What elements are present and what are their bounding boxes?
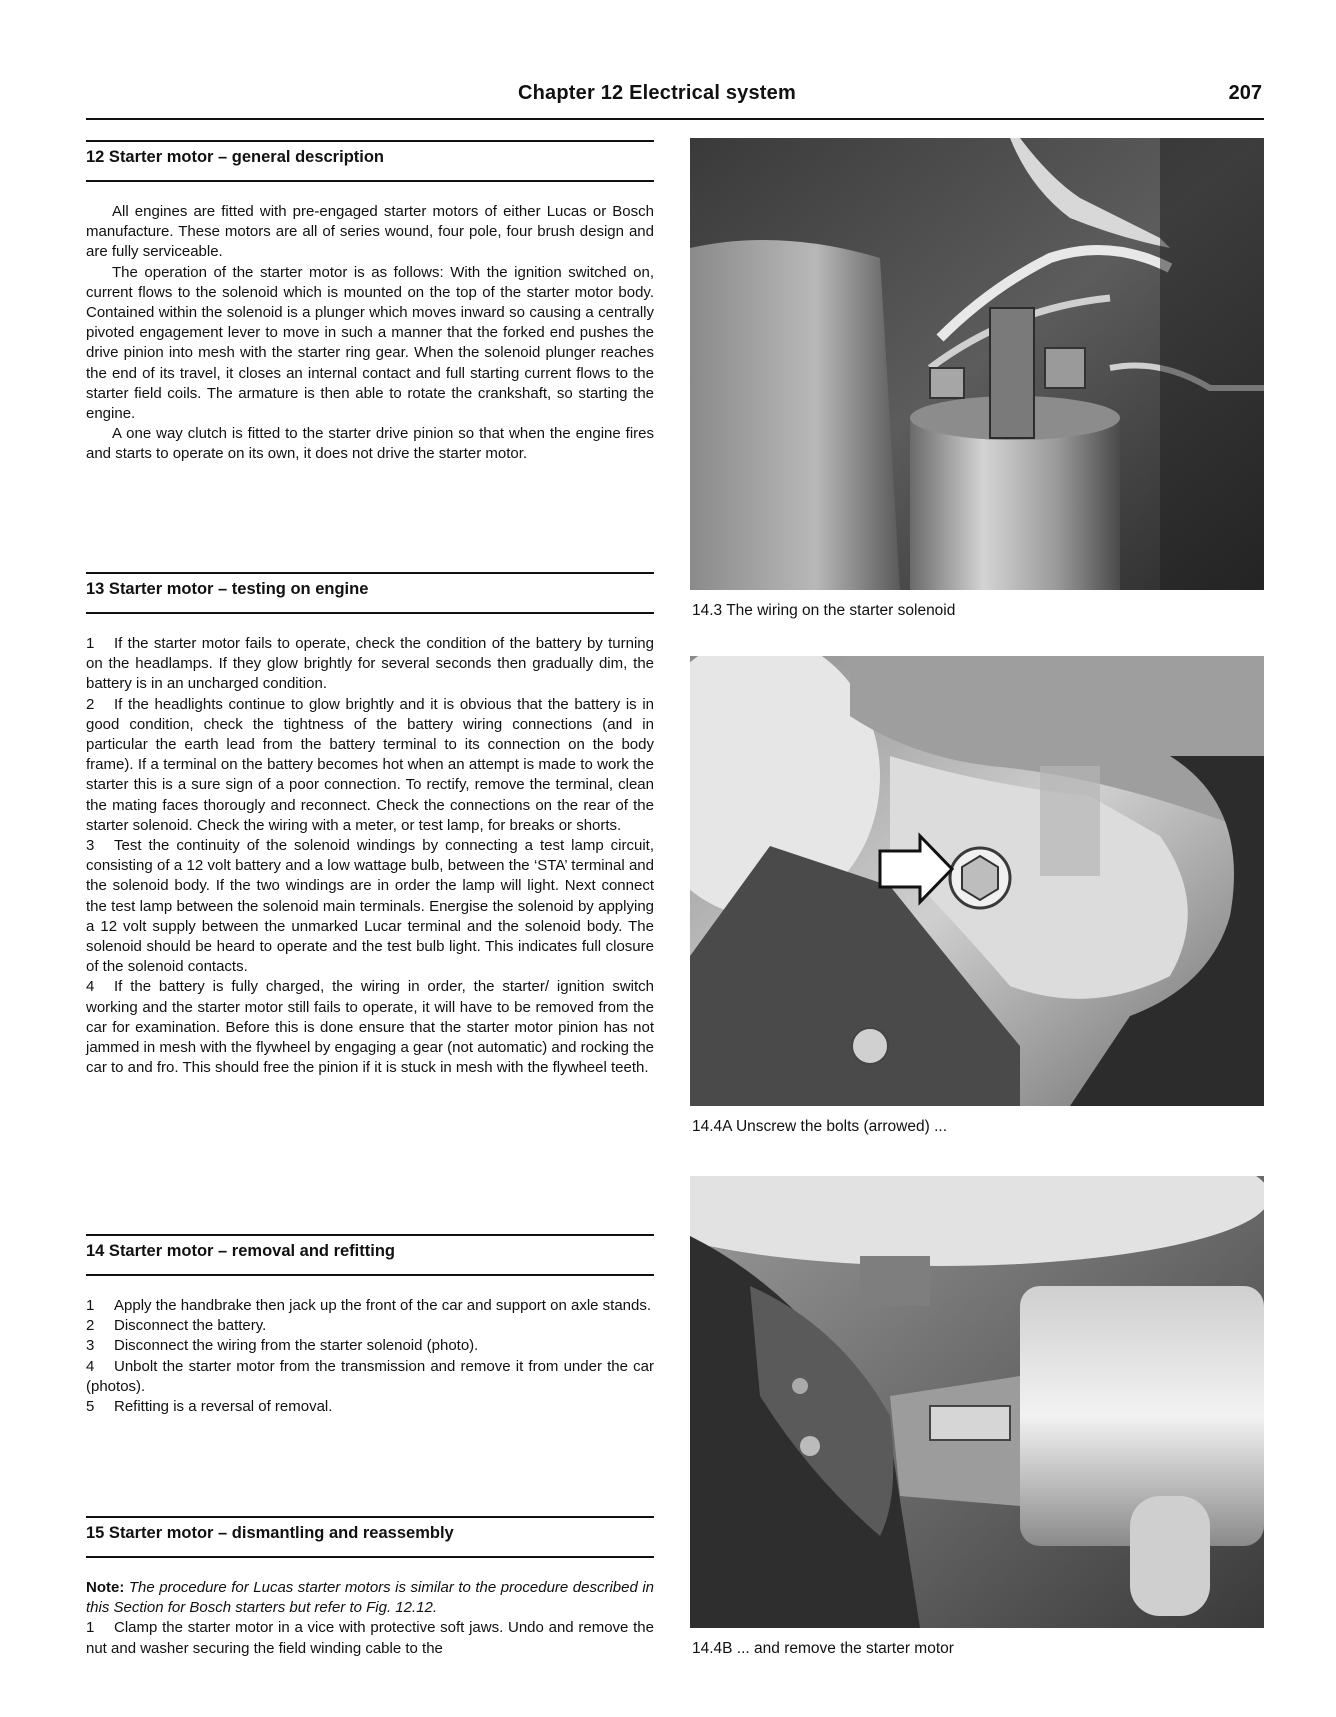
paragraph: All engines are fitted with pre-engaged starter motors of either Lucas or Bosch manufacture. These motors are all of series wound, four pole, four brush design and are fully serviceable. [86,203,654,261]
list-item: 1 Clamp the starter motor in a vice with protective soft jaws. Undo and remove the nut and washer securing the field winding cable to the [86,1619,654,1657]
figure-caption: 14.3 The wiring on the starter solenoid [692,602,956,619]
figure-caption: 14.4A Unscrew the bolts (arrowed) ... [692,1118,948,1135]
chapter-title: Chapter 12 Electrical system [518,82,796,104]
section-title: 12 Starter motor – general description [86,140,654,182]
paragraph: A one way clutch is fitted to the starter drive pinion so that when the engine fires and starts to operate on its own, it does not drive the starter motor. [86,425,654,463]
paragraph: The operation of the starter motor is as follows: With the ignition switched on, current flows to the solenoid which is mounted on the top of the starter motor body. Contained within the solenoid is a plunger which moves inward so causing a centrally pivoted engagement lever to move in such a manner that the forked end pushes the drive pinion into mesh with the starter ring gear. When the solenoid plunger reaches the end of its travel, it closes an internal contact and full starting current flows to the starter field coils. The armature is then able to rotate the crankshaft, so starting the engine. [86,263,654,423]
list-item: 2 Disconnect the battery. [86,1317,267,1335]
section-title: 15 Starter motor – dismantling and reassembly [86,1516,654,1558]
section-12 [86,140,654,465]
photo-remove-starter-motor [690,1176,1264,1628]
section-title: 14 Starter motor – removal and refitting [86,1234,654,1276]
figure-caption: 14.4B ... and remove the starter motor [692,1640,954,1657]
section-15 [86,1516,654,1659]
photo-starter-solenoid [690,138,1264,590]
list-item: 4 Unbolt the starter motor from the transmission and remove it from under the car (photos). [86,1357,654,1395]
list-item: 5 Refitting is a reversal of removal. [86,1398,333,1416]
photo-unscrew-bolts [690,656,1264,1106]
list-item: 3 Disconnect the wiring from the starter solenoid (photo). [86,1337,479,1355]
list-item: 4 If the battery is fully charged, the wiring in order, the starter/ ignition switch working and the starter motor still fails to operate, it will have to be removed from the car for examination. Before this is done ensure that the starter motor pinion has not jammed in mesh with the flywheel by engaging a gear (not automatic) and rocking the car to and fro. This should free the pinion if it is stuck in mesh with the flywheel teeth. [86,978,654,1077]
list-item: 1 Apply the handbrake then jack up the front of the car and support on axle stands. [86,1297,652,1314]
section-13 [86,572,654,1078]
page-number: 207 [1228,82,1262,104]
section-14 [86,1234,654,1417]
list-item: 2 If the headlights continue to glow brightly and it is obvious that the battery is in good condition, check the tightness of the battery wiring connections (and in particular the earth lead from the battery terminal to its connection on the body frame). If a terminal on the battery becomes hot when an attempt is made to work the starter this is a sure sign of a poor connection. To rectify, remove the terminal, clean the mating faces thorougly and reconnect. Check the connections on the rear of the starter solenoid. Check the wiring with a meter, or test lamp, for breaks or shorts. [86,695,654,834]
list-item: 1 If the starter motor fails to operate, check the condition of the battery by turning on the headlamps. If they glow brightly for several seconds then gradually dim, the battery is in an uncharged condition. [86,635,654,693]
list-item: 3 Test the continuity of the solenoid windings by connecting a test lamp circuit, consisting of a 12 volt battery and a low wattage bulb, between the ‘STA’ terminal and the solenoid body. If the two windings are in order the lamp will light. Next connect the test lamp between the solenoid main terminals. Energise the solenoid by applying a 12 volt supply between the unmarked Lucar terminal and the solenoid body. The solenoid should be heard to operate and the test bulb light. This indicates full closure of the solenoid contacts. [86,837,654,976]
page-header [86,80,1264,120]
note: Note: The procedure for Lucas starter motors is similar to the procedure described in this Section for Bosch starters but refer to Fig. 12.12. [86,1579,654,1617]
section-title: 13 Starter motor – testing on engine [86,572,654,614]
